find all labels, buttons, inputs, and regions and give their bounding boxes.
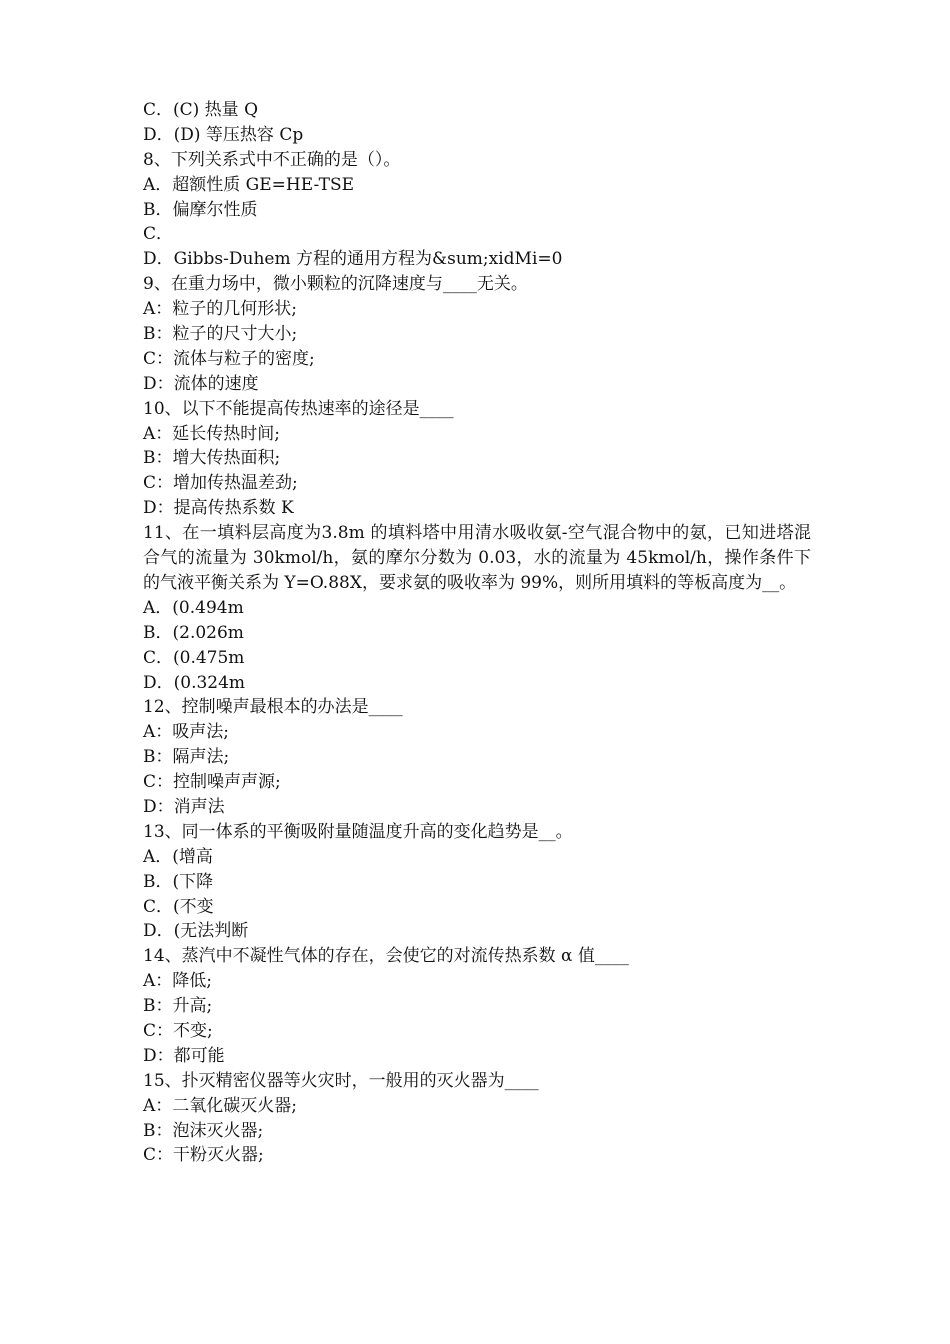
question-12: 12、控制噪声最根本的办法是____ — [143, 697, 403, 718]
q10-option-d: D：提高传热系数 K — [143, 498, 294, 519]
question-13: 13、同一体系的平衡吸附量随温度升高的变化趋势是__。 — [143, 821, 573, 842]
q15-option-c: C：干粉灭火器; — [143, 1145, 264, 1166]
q13-option-c: C．(不变 — [143, 896, 214, 917]
question-9: 9、在重力场中，微小颗粒的沉降速度与____无关。 — [143, 274, 528, 295]
question-15: 15、扑灭精密仪器等火灾时，一般用的灭火器为____ — [143, 1070, 539, 1091]
q8-option-b: B．偏摩尔性质 — [143, 199, 258, 220]
document-body — [143, 98, 811, 1168]
q10-option-b: B：增大传热面积; — [143, 448, 281, 469]
q12-option-c: C：控制噪声声源; — [143, 772, 281, 793]
q11-option-a: A．(0.494m — [143, 597, 244, 618]
q13-option-d: D．(无法判断 — [143, 921, 249, 942]
q9-option-d: D：流体的速度 — [143, 373, 259, 394]
question-11: 11、在一填料层高度为3.8m 的填料塔中用清水吸收氨-空气混合物中的氨，已知进塔混合气的流量为 30kmol/h，氨的摩尔分数为 0.03，水的流量为 45kmol/h，操作条件下的气液平衡关系为 Y=O.88X，要求氨的吸收率为 99%，则所用填料的等板高度为__。 — [143, 523, 811, 593]
q14-option-c: C：不变; — [143, 1021, 213, 1041]
q11-option-c: C．(0.475m — [143, 647, 245, 668]
q12-option-a: A：吸声法; — [143, 722, 230, 743]
q13-option-a: A．(增高 — [143, 846, 213, 867]
q15-option-b: B：泡沫灭火器; — [143, 1120, 264, 1141]
q15-option-a: A：二氧化碳灭火器; — [143, 1095, 298, 1116]
q9-option-a: A：粒子的几何形状; — [143, 299, 298, 320]
q14-option-d: D：都可能 — [143, 1045, 225, 1066]
q12-option-b: B：隔声法; — [143, 747, 230, 768]
q10-option-c: C：增加传热温差劲; — [143, 473, 298, 494]
q13-option-b: B．(下降 — [143, 871, 214, 892]
q14-option-b: B：升高; — [143, 996, 213, 1017]
q10-option-a: A：延长传热时间; — [143, 423, 281, 444]
q11-option-d: D．(0.324m — [143, 672, 246, 693]
q8-option-d: D．Gibbs-Duhem 方程的通用方程为&sum;xidMi=0 — [143, 249, 563, 270]
q8-option-c: C． — [143, 224, 174, 245]
question-10: 10、以下不能提高传热速率的途径是____ — [143, 398, 454, 419]
q11-option-b: B．(2.026m — [143, 622, 244, 643]
q9-option-c: C：流体与粒子的密度; — [143, 348, 315, 369]
q12-option-d: D：消声法 — [143, 796, 225, 817]
option-c-heat: C．(C) 热量 Q — [143, 100, 259, 120]
q14-option-a: A：降低; — [143, 971, 213, 992]
question-14: 14、蒸汽中不凝性气体的存在，会使它的对流传热系数 α 值____ — [143, 946, 629, 967]
q8-option-a: A．超额性质 GE=HE-TSE — [143, 174, 354, 195]
option-d-heat-capacity: D．(D) 等压热容 Cp — [143, 124, 304, 145]
question-8: 8、下列关系式中不正确的是（）。 — [143, 149, 401, 170]
q9-option-b: B：粒子的尺寸大小; — [143, 324, 298, 345]
